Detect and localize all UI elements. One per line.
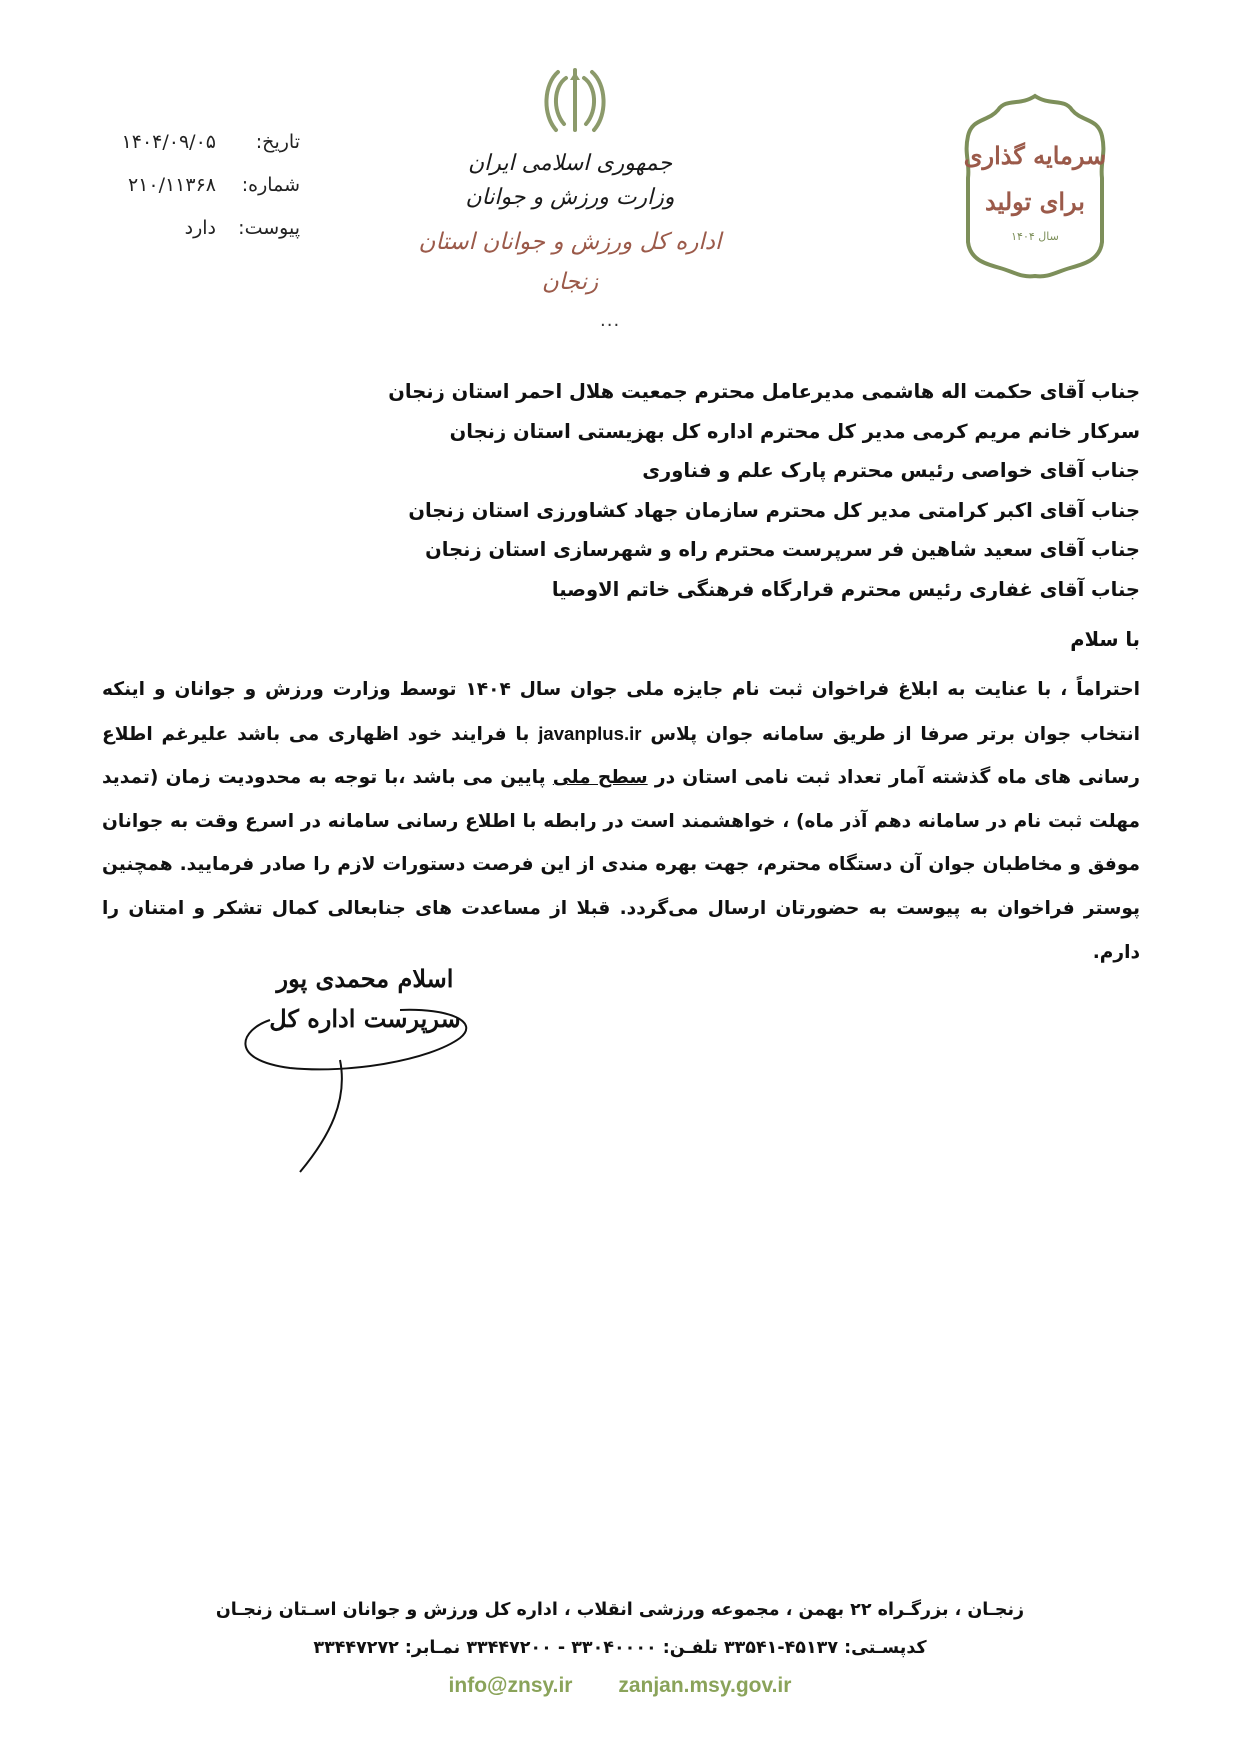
iran-emblem-icon [540, 66, 610, 138]
letter-body [102, 668, 1140, 974]
signatory-name: اسلام محمدی پور [276, 964, 454, 993]
number-value: ۲۱۰/۱۱۳۶۸ [127, 173, 216, 196]
addressee-line: جناب آقای غفاری رئیس محترم قرارگاه فرهنگی خاتم الاوصیا [551, 577, 1140, 601]
addressee-line: جناب آقای خواصی رئیس محترم پارک علم و فناوری [642, 459, 1140, 482]
header-office: اداره کل ورزش و جوانان استان زنجان [418, 229, 722, 295]
header-country: جمهوری اسلامی ایران [467, 151, 673, 176]
date-row [110, 120, 300, 163]
date-label: تاریخ: [255, 130, 300, 153]
date-value: ۱۴۰۴/۰۹/۰۵ [121, 130, 216, 153]
badge-text-2: برای تولید [985, 187, 1085, 216]
body-part-1: احتراماً ، با عنایت به ابلاغ فراخوان ثبت نام جایزه ملی جوان سال ۱۴۰۴ توسط وزارت ورزش و جوانان و اینکه انتخاب جوان برتر صرفا از طریق سامانه جوان پلاس [102, 679, 1140, 745]
ellipsis: ... [600, 310, 621, 331]
addressee-list [380, 372, 1140, 609]
number-label: شماره: [241, 173, 300, 196]
greeting: با سلام [1070, 628, 1140, 651]
body-part-2: با فرایند خود اظهاری می باشد علیرغم اطلاع رسانی های ماه گذشته آمار تعداد ثبت نامی استان در [102, 723, 1140, 789]
body-part-3: پایین می باشد ،با توجه به محدودیت زمان (تمدید مهلت ثبت نام در سامانه دهم آذر ماه) ، خواهشمند است در رابطه با اطلاع رسانی سامانه در اسرع وقت به جوانان موفق و مخاطبان جوان آن دستگاه محترم، جهت بهره مندی از این فرصت دستورات لازم را صادر فرمایید. همچنین پوستر فراخوان به پیوست به حضورتان ارسال می‌گردد. قبلا از مساعدت های جنابعالی کمال تشکر و امتنان را دارم. [102, 767, 1140, 963]
attachment-value: دارد [184, 216, 216, 239]
footer-address: زنجـان ، بزرگـراه ۲۲ بهمن ، مجموعه ورزشی انقلاب ، اداره کل ورزش و جوانان اسـتان زنجـان [215, 1600, 1025, 1620]
footer-contact: کدپسـتی: ۴۵۱۳۷-۳۳۵۴۱ تلفـن: ۳۳۰۴۰۰۰۰ - ۳۳۴۴۷۲۰۰ نمـابر: ۳۳۴۴۷۲۷۲ [313, 1638, 927, 1658]
signatory-title: سرپرست اداره کل [269, 1004, 461, 1033]
website-mention: javanplus.ir [538, 722, 642, 744]
ministry-header [400, 148, 740, 302]
slogan-badge-logo [960, 92, 1110, 280]
attachment-row [110, 206, 300, 249]
letter-meta [110, 120, 300, 249]
addressee-line: جناب آقای سعید شاهین فر سرپرست محترم راه و شهرسازی استان زنجان [425, 538, 1140, 561]
number-row [110, 163, 300, 206]
underlined-phrase: سطح ملی [552, 767, 648, 789]
badge-text-1: سرمایه گذاری [963, 141, 1107, 170]
addressee-line: جناب آقای اکبر کرامتی مدیر کل محترم سازمان جهاد کشاورزی استان زنجان [408, 498, 1140, 522]
handwritten-signature [230, 960, 500, 1180]
addressee-line: جناب آقای حکمت اله هاشمی مدیرعامل محترم جمعیت هلال احمر استان زنجان [388, 380, 1140, 403]
addressee-line: سرکار خانم مریم کرمی مدیر کل محترم اداره کل بهزیستی استان زنجان [449, 419, 1140, 443]
footer-website[interactable]: zanjan.msy.gov.ir [618, 1674, 792, 1697]
attachment-label: پیوست: [238, 216, 300, 239]
footer-email[interactable]: info@znsy.ir [448, 1674, 573, 1697]
header-ministry: وزارت ورزش و جوانان [465, 185, 675, 210]
footer-links [200, 1674, 1040, 1698]
badge-year: سال ۱۴۰۴ [1011, 230, 1059, 243]
